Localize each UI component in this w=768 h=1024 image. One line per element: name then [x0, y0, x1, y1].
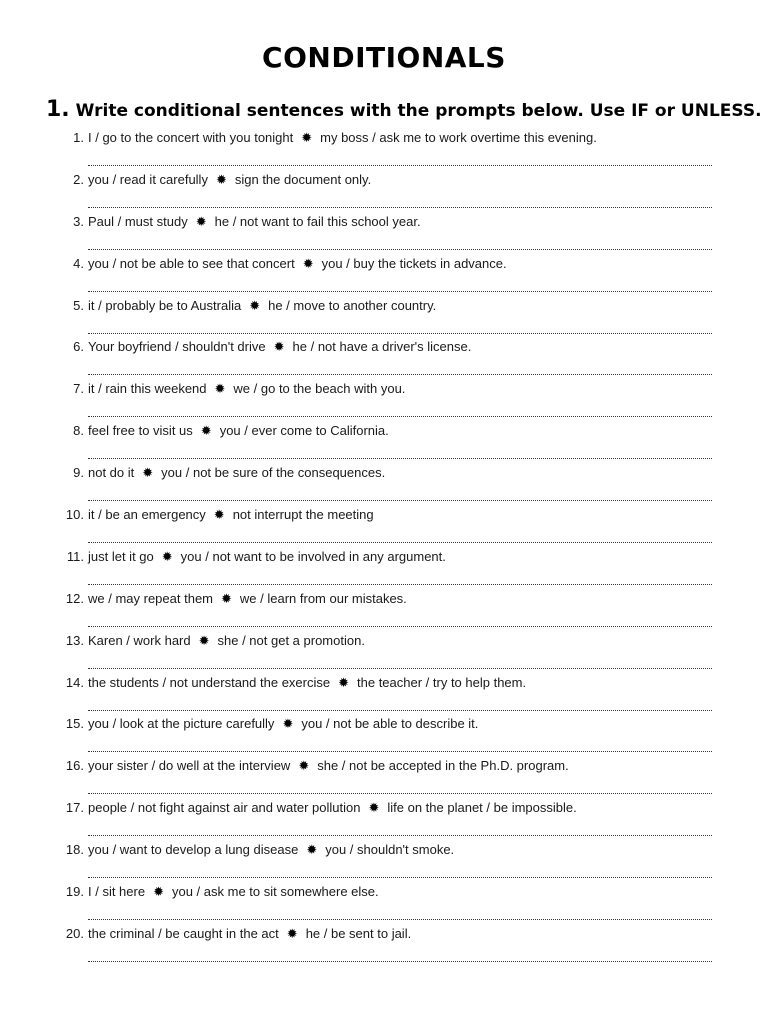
prompt-text: [60, 507, 374, 523]
list-item: [60, 714, 712, 756]
prompt-clause-b: we / learn from our mistakes.: [239, 590, 407, 606]
item-number: 14.: [65, 674, 84, 690]
answer-line[interactable]: [88, 319, 712, 334]
list-item: [60, 756, 712, 798]
list-item: [60, 337, 712, 379]
star-burst-icon: ✹: [153, 884, 164, 900]
page-title: CONDITIONALS: [262, 41, 506, 74]
list-item: [60, 631, 712, 673]
star-burst-icon: ✹: [301, 130, 313, 145]
star-burst-icon: ✹: [282, 716, 294, 732]
star-burst-icon: ✹: [200, 423, 212, 439]
prompt-text: [60, 591, 407, 607]
item-number: 13.: [65, 632, 84, 648]
prompt-clause-b: you / not be sure of the consequences.: [161, 465, 386, 481]
prompt-clause-b: he / not have a driver's license.: [292, 339, 472, 355]
list-item: [60, 463, 712, 505]
item-number: 15.: [65, 716, 84, 732]
prompt-clause-a: you / not be able to see that concert: [88, 255, 295, 271]
item-number: 1.: [73, 130, 84, 145]
item-number: 19.: [65, 884, 84, 900]
item-number: 2.: [73, 171, 84, 187]
prompt-text: [60, 716, 478, 732]
answer-line[interactable]: [88, 863, 712, 878]
star-burst-icon: ✹: [249, 297, 261, 313]
answer-line[interactable]: [88, 360, 712, 375]
answer-line[interactable]: [88, 486, 712, 501]
item-number: 16.: [65, 758, 84, 774]
prompt-text: [60, 675, 526, 691]
answer-line[interactable]: [88, 444, 712, 459]
prompt-clause-b: you / ever come to California.: [219, 423, 389, 439]
list-item: [60, 212, 712, 254]
prompt-clause-a: Karen / work hard: [88, 632, 191, 648]
prompt-text: [60, 465, 385, 481]
prompt-clause-a: Paul / must study: [88, 213, 188, 229]
list-item: [60, 128, 712, 170]
prompt-clause-b: sign the document only.: [234, 171, 372, 187]
item-number: 5.: [73, 297, 84, 313]
prompt-text: [60, 926, 411, 942]
list-item: [60, 882, 712, 924]
item-number: 7.: [73, 381, 84, 397]
prompt-text: [60, 423, 389, 439]
prompt-clause-a: we / may repeat them: [88, 590, 213, 606]
star-burst-icon: ✹: [273, 339, 285, 355]
prompt-clause-a: it / be an emergency: [88, 507, 206, 523]
prompt-text: [60, 298, 436, 314]
star-burst-icon: ✹: [161, 548, 173, 564]
list-item: [60, 589, 712, 631]
prompt-clause-a: people / not fight against air and water pollution: [88, 800, 361, 816]
prompt-text: [60, 214, 421, 230]
list-item: [60, 170, 712, 212]
answer-line[interactable]: [88, 737, 712, 752]
star-burst-icon: ✹: [302, 255, 314, 271]
list-item: [60, 673, 712, 715]
prompt-clause-b: he / be sent to jail.: [305, 925, 412, 941]
item-number: 6.: [73, 339, 84, 355]
prompt-clause-b: not interrupt the meeting: [232, 507, 374, 523]
list-item: [60, 379, 712, 421]
prompt-clause-a: not do it: [88, 465, 135, 481]
answer-line[interactable]: [88, 612, 712, 627]
prompt-clause-b: the teacher / try to help them.: [357, 674, 527, 690]
prompt-clause-b: life on the planet / be impossible.: [387, 800, 577, 816]
answer-line[interactable]: [88, 570, 712, 585]
prompt-clause-b: my boss / ask me to work overtime this evening.: [320, 130, 597, 145]
star-burst-icon: ✹: [298, 758, 310, 774]
prompt-clause-a: your sister / do well at the interview: [88, 758, 291, 774]
prompt-text: [60, 758, 569, 774]
prompt-text: [60, 256, 507, 272]
item-number: 20.: [65, 925, 84, 941]
list-item: [60, 421, 712, 463]
answer-line[interactable]: [88, 235, 712, 250]
prompt-text: [60, 172, 371, 188]
prompt-clause-a: Your boyfriend / shouldn't drive: [88, 339, 266, 355]
answer-line[interactable]: [88, 821, 712, 836]
answer-line[interactable]: [88, 277, 712, 292]
star-burst-icon: ✹: [142, 465, 154, 481]
exercise-list: [60, 128, 712, 966]
star-burst-icon: ✹: [195, 213, 207, 229]
star-burst-icon: ✹: [338, 674, 350, 690]
star-burst-icon: ✹: [213, 507, 225, 523]
prompt-text: [60, 381, 405, 397]
prompt-text: [60, 549, 446, 565]
prompt-text: [60, 842, 454, 858]
prompt-clause-a: it / probably be to Australia: [88, 297, 242, 313]
answer-line[interactable]: [88, 151, 712, 166]
star-burst-icon: ✹: [215, 171, 227, 187]
prompt-clause-a: the students / not understand the exercise: [88, 674, 331, 690]
prompt-clause-b: she / not be accepted in the Ph.D. program.: [317, 758, 569, 774]
prompt-clause-b: she / not get a promotion.: [217, 632, 365, 648]
prompt-text: [60, 339, 471, 355]
prompt-clause-b: you / not want to be involved in any argument.: [180, 548, 446, 564]
prompt-clause-b: he / move to another country.: [268, 297, 437, 313]
answer-line[interactable]: [88, 402, 712, 417]
item-number: 11.: [66, 548, 84, 564]
list-item: [60, 798, 712, 840]
prompt-text: [60, 633, 365, 649]
prompt-clause-a: I / go to the concert with you tonight: [88, 130, 294, 145]
exercise-number: 1.: [46, 97, 70, 122]
item-number: 10.: [65, 507, 84, 523]
prompt-clause-a: I / sit here: [88, 884, 146, 900]
exercise-instruction: [46, 97, 762, 122]
item-number: 9.: [73, 465, 84, 481]
star-burst-icon: ✹: [286, 925, 298, 941]
prompt-clause-b: you / ask me to sit somewhere else.: [171, 884, 379, 900]
prompt-clause-a: the criminal / be caught in the act: [88, 925, 279, 941]
prompt-clause-b: you / shouldn't smoke.: [325, 842, 455, 858]
star-burst-icon: ✹: [198, 632, 210, 648]
instruction-text: Write conditional sentences with the prompts below. Use IF or UNLESS.: [75, 101, 762, 121]
list-item: [60, 505, 712, 547]
prompt-clause-b: you / not be able to describe it.: [301, 716, 479, 732]
item-number: 17.: [65, 800, 84, 816]
item-number: 8.: [73, 423, 84, 439]
prompt-clause-a: just let it go: [88, 548, 154, 564]
prompt-clause-b: we / go to the beach with you.: [233, 381, 406, 397]
prompt-text: [60, 800, 577, 816]
star-burst-icon: ✹: [221, 590, 232, 606]
answer-line[interactable]: [88, 905, 712, 920]
list-item: [60, 924, 712, 966]
item-number: 12.: [65, 590, 84, 606]
answer-line[interactable]: [88, 947, 712, 962]
item-number: 4.: [73, 255, 84, 271]
answer-line[interactable]: [88, 696, 712, 711]
prompt-clause-b: you / buy the tickets in advance.: [321, 255, 507, 271]
list-item: [60, 547, 712, 589]
prompt-clause-a: feel free to visit us: [88, 423, 193, 439]
answer-line[interactable]: [88, 779, 712, 794]
prompt-clause-a: it / rain this weekend: [88, 381, 207, 397]
prompt-clause-a: you / want to develop a lung disease: [88, 842, 299, 858]
prompt-clause-a: you / look at the picture carefully: [88, 716, 275, 732]
answer-line[interactable]: [88, 528, 712, 543]
prompt-text: [60, 884, 379, 900]
prompt-text: [60, 130, 597, 146]
item-number: 18.: [65, 842, 84, 858]
star-burst-icon: ✹: [214, 381, 226, 397]
prompt-clause-b: he / not want to fail this school year.: [214, 213, 421, 229]
answer-line[interactable]: [88, 654, 712, 669]
item-number: 3.: [73, 213, 84, 229]
answer-line[interactable]: [88, 193, 712, 208]
list-item: [60, 296, 712, 338]
star-burst-icon: ✹: [368, 800, 380, 816]
star-burst-icon: ✹: [306, 842, 318, 858]
list-item: [60, 254, 712, 296]
list-item: [60, 840, 712, 882]
prompt-clause-a: you / read it carefully: [88, 171, 208, 187]
